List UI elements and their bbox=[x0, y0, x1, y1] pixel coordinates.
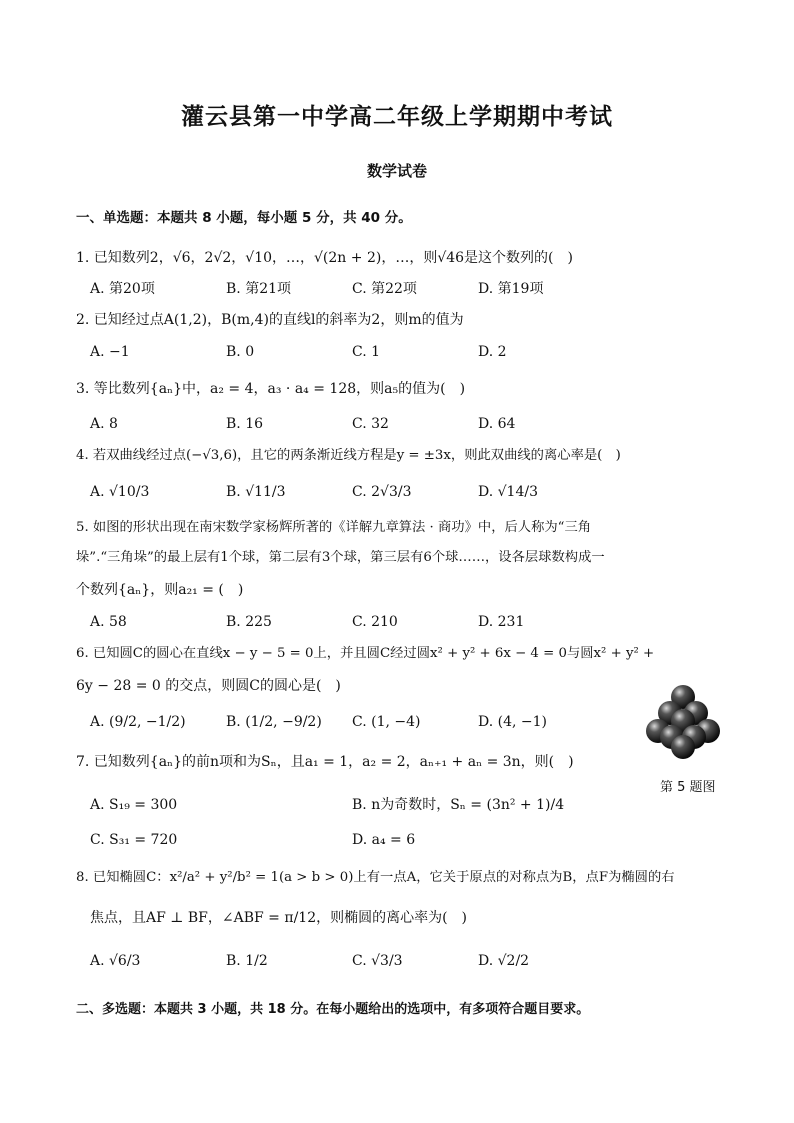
page-subtitle: 数学试卷 bbox=[366, 162, 427, 180]
q2-option-b: B. 0 bbox=[226, 344, 255, 360]
q1-option-a: A. 第20项 bbox=[90, 281, 155, 297]
q4-option-c: C. 2√3/3 bbox=[352, 484, 412, 500]
triangular-ball-pile-icon bbox=[644, 683, 722, 763]
question-5-line-2: 垛”.“三角垛”的最上层有1个球，第二层有3个球，第三层有6个球……，设各层球数构成一 bbox=[76, 550, 605, 565]
question-7: 7. 已知数列{aₙ}的前n项和为Sₙ，且a₁ = 1，a₂ = 2，aₙ₊₁ + aₙ = 3n，则( ) bbox=[76, 754, 574, 770]
q5-option-b: B. 225 bbox=[226, 614, 272, 630]
section-multiple-choice: 二、多选题：本题共 3 小题，共 18 分。在每小题给出的选项中，有多项符合题目要求。 bbox=[76, 1002, 590, 1017]
q2-option-d: D. 2 bbox=[478, 344, 507, 360]
q7-option-c: C. S₃₁ = 720 bbox=[90, 832, 178, 848]
q6-option-d: D. (4, −1) bbox=[478, 714, 547, 730]
q6-option-b: B. (1/2, −9/2) bbox=[226, 714, 322, 730]
q5-option-d: D. 231 bbox=[478, 614, 525, 630]
question-8-line-2: 焦点，且AF ⊥ BF，∠ABF = π/12，则椭圆的离心率为( ) bbox=[90, 910, 468, 926]
question-6-line-2: 6y − 28 = 0 的交点，则圆C的圆心是( ) bbox=[76, 678, 341, 694]
q5-option-c: C. 210 bbox=[352, 614, 398, 630]
question-5-line-3: 个数列{aₙ}，则a₂₁ = ( ) bbox=[76, 582, 244, 598]
q3-option-b: B. 16 bbox=[226, 416, 264, 432]
q2-option-c: C. 1 bbox=[352, 344, 381, 360]
question-5-line-1: 5. 如图的形状出现在南宋数学家杨辉所著的《详解九章算法 · 商功》中，后人称为“三角 bbox=[76, 520, 592, 535]
q7-option-b: B. n为奇数时，Sₙ = (3n² + 1)/4 bbox=[352, 797, 565, 813]
q4-option-a: A. √10/3 bbox=[90, 484, 150, 500]
q3-option-d: D. 64 bbox=[478, 416, 516, 432]
q8-option-a: A. √6/3 bbox=[90, 953, 141, 969]
q1-option-c: C. 第22项 bbox=[352, 281, 417, 297]
page-title: 灌云县第一中学高二年级上学期期中考试 bbox=[181, 104, 613, 130]
question-6-line-1: 6. 已知圆C的圆心在直线x − y − 5 = 0上，并且圆C经过圆x² + y² + 6x − 4 = 0与圆x² + y² + bbox=[76, 646, 655, 661]
question-4: 4. 若双曲线经过点(−√3,6)，且它的两条渐近线方程是y = ±3x，则此双曲线的离心率是( ) bbox=[76, 448, 621, 463]
q7-option-a: A. S₁₉ = 300 bbox=[90, 797, 178, 813]
q8-option-c: C. √3/3 bbox=[352, 953, 403, 969]
q4-option-b: B. √11/3 bbox=[226, 484, 286, 500]
q6-option-a: A. (9/2, −1/2) bbox=[90, 714, 186, 730]
q3-option-c: C. 32 bbox=[352, 416, 389, 432]
question-8-line-1: 8. 已知椭圆C：x²/a² + y²/b² = 1(a > b > 0)上有一点A，它关于原点的对称点为B，点F为椭圆的右 bbox=[76, 870, 675, 885]
q4-option-d: D. √14/3 bbox=[478, 484, 538, 500]
q6-option-c: C. (1, −4) bbox=[352, 714, 421, 730]
question-1: 1. 已知数列2，√6，2√2，√10，…，√(2n + 2)，…，则√46是这个数列的( ) bbox=[76, 250, 573, 266]
question-3: 3. 等比数列{aₙ}中，a₂ = 4，a₃ · a₄ = 128，则a₅的值为( ) bbox=[76, 381, 466, 397]
q3-option-a: A. 8 bbox=[90, 416, 118, 432]
section-single-choice: 一、单选题：本题共 8 小题，每小题 5 分，共 40 分。 bbox=[76, 210, 412, 226]
figure-caption: 第 5 题图 bbox=[660, 780, 716, 795]
q1-option-b: B. 第21项 bbox=[226, 281, 292, 297]
q7-option-d: D. a₄ = 6 bbox=[352, 832, 416, 848]
q5-option-a: A. 58 bbox=[90, 614, 127, 630]
q2-option-a: A. −1 bbox=[90, 344, 130, 360]
question-2: 2. 已知经过点A(1,2)，B(m,4)的直线l的斜率为2，则m的值为 bbox=[76, 312, 464, 328]
q8-option-d: D. √2/2 bbox=[478, 953, 530, 969]
q8-option-b: B. 1/2 bbox=[226, 953, 268, 969]
q1-option-d: D. 第19项 bbox=[478, 281, 544, 297]
